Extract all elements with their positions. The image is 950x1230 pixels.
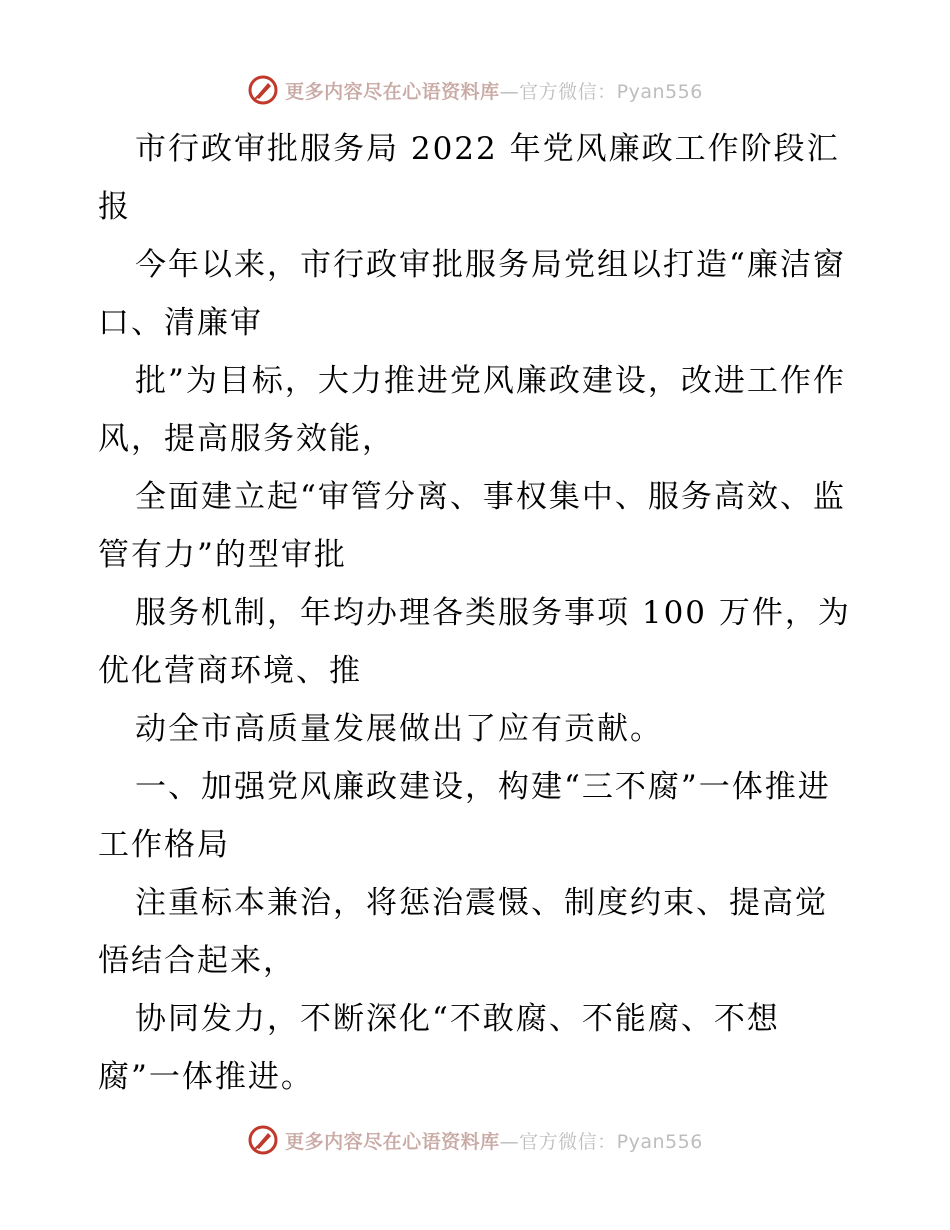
paragraph-1: 今年以来，市行政审批服务局党组以打造“廉洁窗口、清廉审 <box>98 247 846 341</box>
footer-watermark <box>0 1120 950 1160</box>
watermark-contact: 官方微信：Pyan556 <box>519 1130 703 1153</box>
paragraph-2: 批”为目标，大力推进党风廉政建设，改进工作作风，提高服务效能， <box>98 363 846 457</box>
watermark-brand: 更多内容尽在心语资料库 <box>285 80 500 103</box>
quill-logo-icon <box>247 1124 279 1156</box>
header-watermark <box>0 70 950 110</box>
document-title: 市行政审批服务局 2022 年党风廉政工作阶段汇报 <box>98 131 840 225</box>
watermark-dash: — <box>499 80 520 103</box>
paragraph-7: 注重标本兼治，将惩治震慑、制度约束、提高觉悟结合起来， <box>98 885 828 979</box>
paragraph-8: 协同发力，不断深化“不敢腐、不能腐、不想腐”一体推进。 <box>98 1001 780 1095</box>
document-body <box>98 120 858 1106</box>
watermark-contact: 官方微信：Pyan556 <box>519 80 703 103</box>
quill-logo-icon <box>247 74 279 106</box>
paragraph-4: 服务机制，年均办理各类服务事项 100 万件，为优化营商环境、推 <box>98 595 851 689</box>
paragraph-3: 全面建立起“审管分离、事权集中、服务高效、监管有力”的型审批 <box>98 479 846 573</box>
paragraph-5: 动全市高质量发展做出了应有贡献。 <box>135 711 663 747</box>
section-heading: 一、加强党风廉政建设，构建“三不腐”一体推进工作格局 <box>98 769 831 863</box>
watermark-dash: — <box>499 1130 520 1153</box>
watermark-brand: 更多内容尽在心语资料库 <box>285 1130 500 1153</box>
